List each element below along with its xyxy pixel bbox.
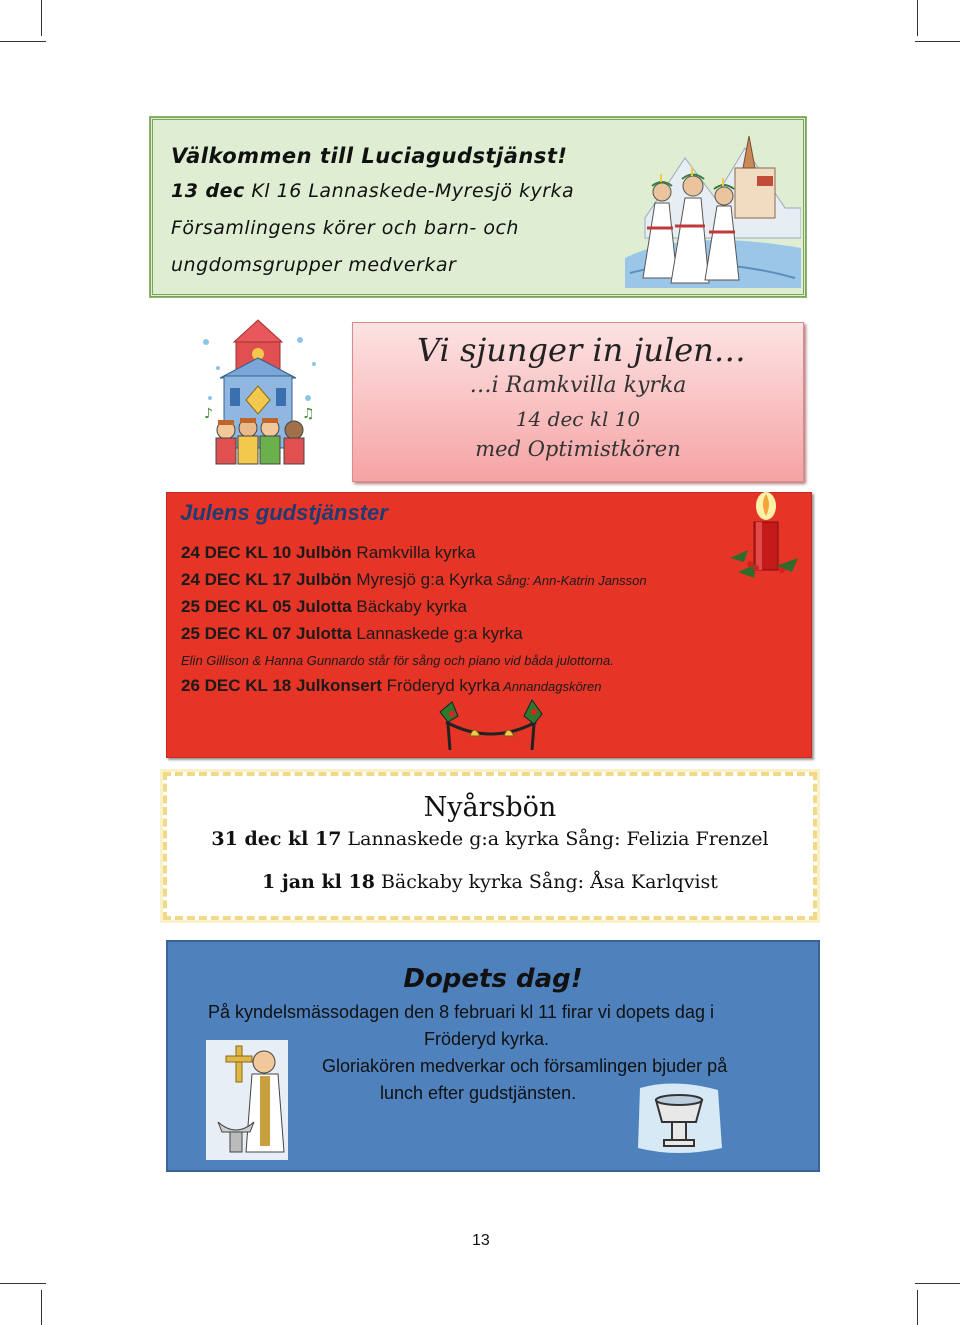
baptism-text: Gloriakören medverkar och församlingen bjuder på [322, 1056, 728, 1076]
new-year-box [163, 772, 817, 920]
priest-baptism-illustration [206, 1040, 288, 1160]
lucia-line4: ungdomsgrupper medverkar [171, 254, 457, 276]
new-year-date: 1 jan kl 18 [262, 871, 375, 893]
page-number: 13 [472, 1232, 490, 1249]
crop-mark [917, 0, 918, 36]
new-year-details: Bäckaby kyrka Sång: Åsa Karlqvist [374, 871, 718, 893]
baptism-text: På kyndelsmässodagen den 8 februari kl 11 firar vi dopets dag i [208, 1002, 714, 1022]
crop-mark [41, 0, 42, 36]
service-where: Bäckaby kyrka [351, 597, 467, 616]
lucia-line3: Församlingens körer och barn- och [171, 217, 519, 239]
service-where: Ramkvilla kyrka [351, 543, 476, 562]
service-extra: Annandagskören [500, 679, 602, 694]
service-row [181, 624, 523, 644]
new-year-date: 31 dec kl 17 [211, 828, 342, 850]
choir-event-title: Vi sjunger in julen… [417, 331, 746, 369]
service-row [181, 543, 475, 563]
choir-event-box [352, 322, 804, 482]
christmas-services-heading: Julens gudstjänster [180, 500, 388, 525]
service-where: Lannaskede g:a kyrka [351, 624, 523, 643]
service-row [181, 676, 601, 696]
bells-garland-icon [436, 698, 546, 756]
service-note: Elin Gillison & Hanna Gunnardo står för sång och piano vid båda julottorna. [181, 653, 614, 668]
baptism-heading: Dopets dag! [403, 964, 583, 994]
new-year-details: Lannaskede g:a kyrka Sång: Felizia Frenzel [341, 828, 769, 850]
lucia-date: 13 dec [171, 180, 245, 202]
service-when: 25 DEC KL 07 Julotta [181, 624, 352, 643]
church-choir-illustration [190, 318, 330, 478]
service-row [181, 597, 467, 617]
candle-illustration [726, 492, 802, 582]
lucia-date-line [171, 180, 574, 202]
crop-mark [917, 1290, 918, 1325]
service-row [181, 570, 647, 590]
crop-mark [0, 41, 46, 42]
lucia-illustration [625, 128, 801, 288]
lucia-title: Välkommen till Luciagudstjänst! [171, 144, 568, 168]
service-when: 24 DEC KL 10 Julbön [181, 543, 352, 562]
svg-text:♫: ♫ [302, 406, 315, 422]
svg-text:♪: ♪ [204, 406, 213, 422]
baptism-text: Fröderyd kyrka. [424, 1029, 550, 1049]
service-where: Fröderyd kyrka [381, 676, 501, 695]
service-extra: Sång: Ann-Katrin Jansson [492, 573, 647, 588]
lucia-time-place: Kl 16 Lannaskede-Myresjö kyrka [244, 180, 575, 202]
baptismal-font-illustration [634, 1078, 724, 1158]
service-when: 24 DEC KL 17 Julbön [181, 570, 352, 589]
service-when: 25 DEC KL 05 Julotta [181, 597, 352, 616]
crop-mark [41, 1290, 42, 1325]
choir-event-date: 14 dec kl 10 [515, 407, 641, 431]
choir-event-performers: med Optimistkören [475, 437, 681, 461]
crop-mark [915, 1283, 960, 1284]
new-year-line [167, 871, 813, 893]
service-when: 26 DEC KL 18 Julkonsert [181, 676, 382, 695]
baptism-text: lunch efter gudstjänsten. [380, 1083, 577, 1103]
choir-event-location: …i Ramkvilla kyrka [469, 373, 687, 398]
service-where: Myresjö g:a Kyrka [351, 570, 493, 589]
crop-mark [915, 41, 960, 42]
new-year-line [167, 828, 813, 850]
new-year-heading: Nyårsbön [423, 792, 557, 823]
crop-mark [0, 1283, 46, 1284]
